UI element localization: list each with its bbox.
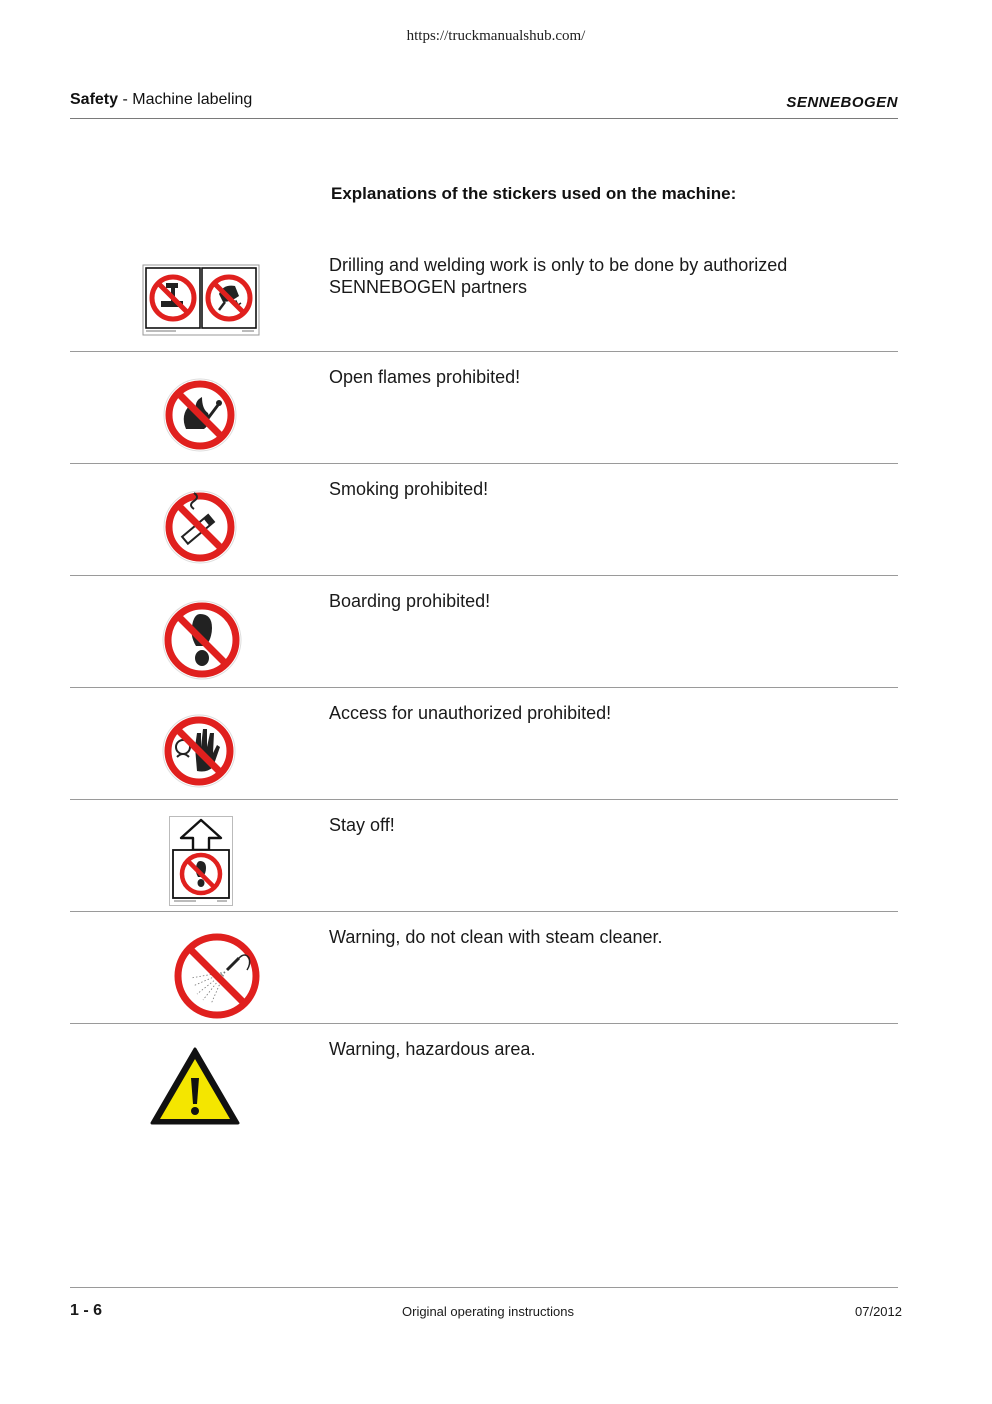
sticker-description: Open flames prohibited! [329,367,521,387]
no-boarding-icon [161,599,243,681]
no-unauthorized-access-icon [161,713,237,789]
sticker-description: Drilling and welding work is only to be done by authorized SENNEBOGEN partners [329,255,788,297]
source-url[interactable]: https://truckmanualshub.com/ [406,28,586,44]
sticker-row [70,799,898,912]
sticker-row [70,351,898,464]
no-drilling-no-welding-icon [142,264,260,336]
page-header [70,90,898,119]
section-intro: Explanations of the stickers used on the machine: [331,184,737,203]
sticker-description: Access for unauthorized prohibited! [329,703,612,723]
page-number: 1 - 6 [70,1302,103,1319]
header-title [70,91,252,109]
sticker-row [70,463,898,576]
sticker-row [70,240,898,352]
sticker-row [70,687,898,800]
sticker-row [70,911,898,1024]
brand-logo: SENNEBOGEN [786,94,898,111]
sticker-row [70,575,898,688]
no-steam-cleaner-icon [173,932,261,1020]
page-footer [70,1287,902,1319]
sticker-description: Warning, do not clean with steam cleaner. [329,927,663,947]
header-section: Safety [70,91,119,108]
sticker-row [70,1023,898,1136]
sticker-description: Boarding prohibited! [329,591,491,611]
header-subtitle: - Machine labeling [118,91,253,108]
footer-doc-title: Original operating instructions [402,1304,574,1319]
footer-date: 07/2012 [855,1304,902,1319]
no-open-flames-icon [162,377,238,453]
sticker-description: Smoking prohibited! [329,479,489,499]
sticker-description: Warning, hazardous area. [329,1039,536,1059]
stay-off-icon [169,816,233,906]
no-smoking-icon [162,489,238,565]
hazardous-area-icon [149,1046,241,1126]
sticker-description: Stay off! [329,815,395,835]
